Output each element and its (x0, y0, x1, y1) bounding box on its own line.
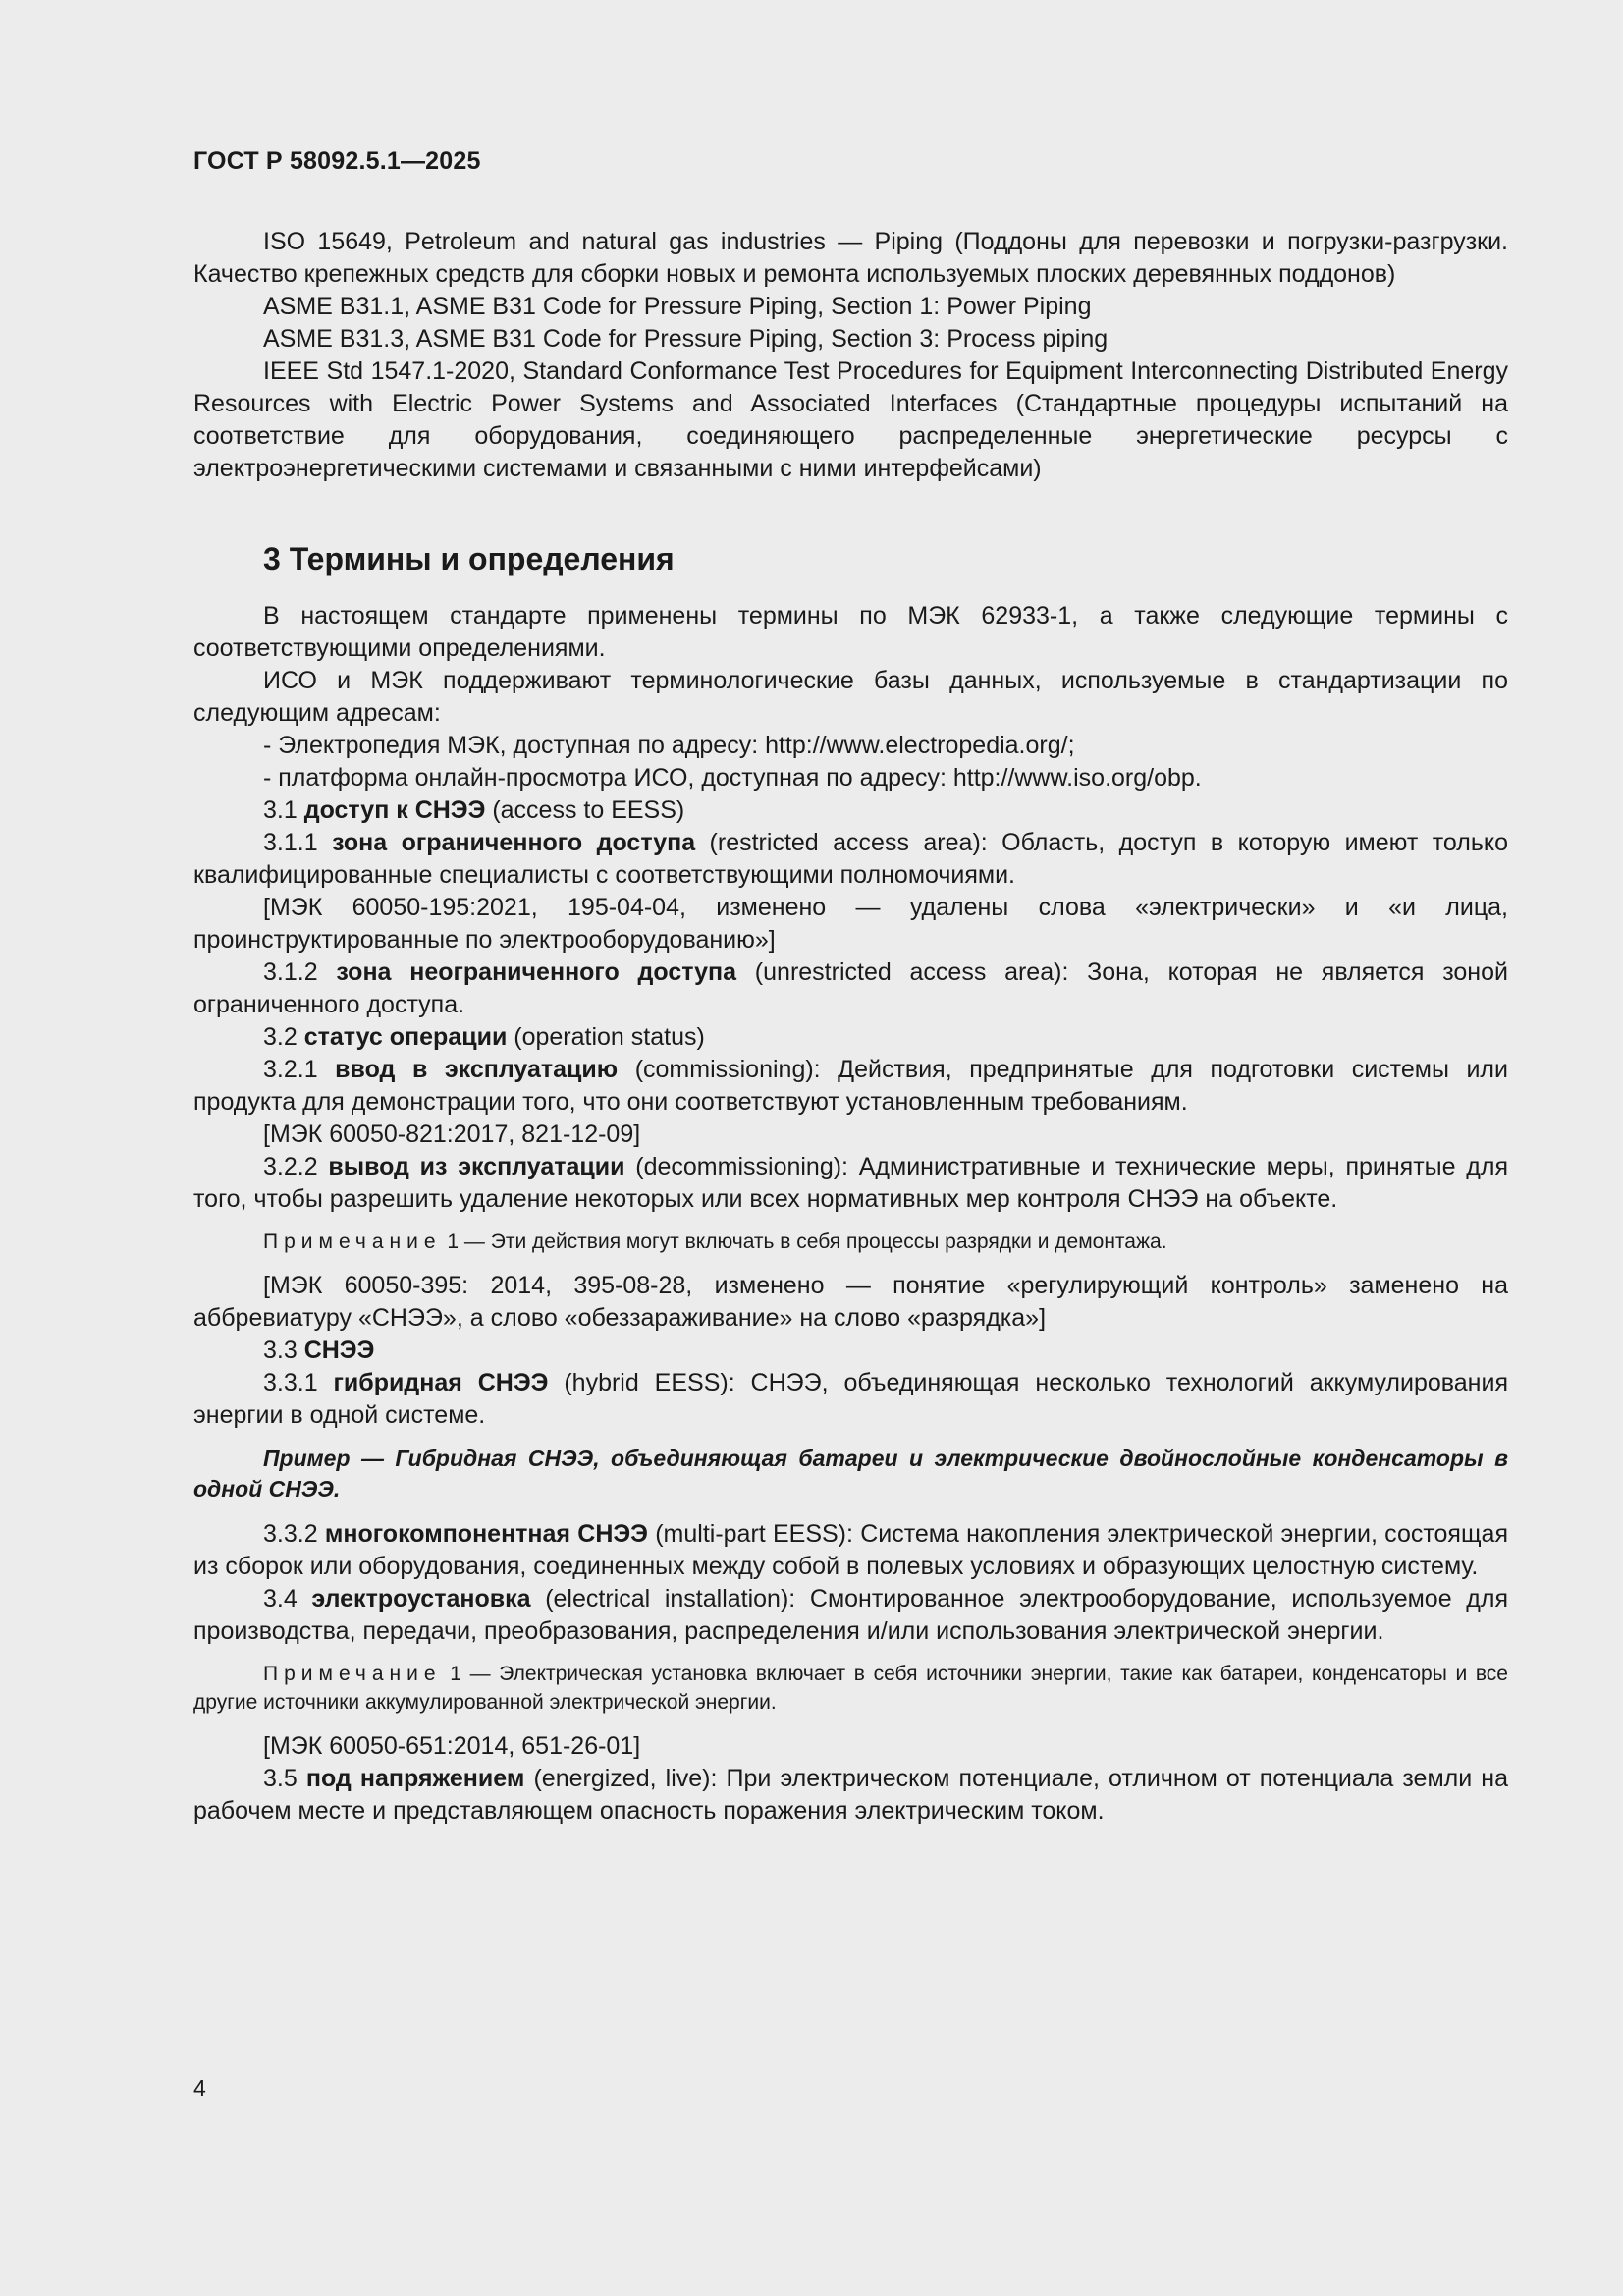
term-3-1-2: 3.1.2 зона неограниченного доступа (unrestricted access area): Зона, которая не является зоной ограниченного доступа. (193, 958, 1508, 1018)
list-item: - платформа онлайн-просмотра ИСО, доступная по адресу: http://www.iso.org/obp. (263, 764, 1202, 792)
page-number: 4 (193, 2075, 206, 2101)
term-3-3: 3.3 СНЭЭ (263, 1337, 375, 1364)
term-3-2-2: 3.2.2 вывод из эксплуатации (decommissioning): Административные и технические меры, принятые для того, чтобы разрешить удаление некоторых или всех нормативных мер контроля СНЭЭ на объекте. (193, 1153, 1508, 1213)
term-3-1-1: 3.1.1 зона ограниченного доступа (restricted access area): Область, доступ в которую имеют только квалифицированные специалисты с соответствующими полномочиями. (193, 829, 1508, 889)
source-reference: [МЭК 60050-651:2014, 651-26-01] (263, 1732, 641, 1760)
term-3-1: 3.1 доступ к СНЭЭ (access to EESS) (263, 796, 685, 824)
term-3-3-2: 3.3.2 многокомпонентная СНЭЭ (multi-part EESS): Система накопления электрической энергии, состоящая из сборок или оборудования, соединенных между собой в полевых условиях и образующих целостную систему. (193, 1520, 1508, 1580)
source-reference: [МЭК 60050-195:2021, 195-04-04, изменено — удалены слова «электрически» и «и лица, проинструктированные по электрооборудованию»] (193, 894, 1508, 954)
note: Примечание 1 — Эти действия могут включать в себя процессы разрядки и демонтажа. (263, 1230, 1167, 1253)
intro-paragraph: ИСО и МЭК поддерживают терминологические базы данных, используемые в стандартизации по следующим адресам: (193, 667, 1508, 727)
source-reference: [МЭК 60050-395: 2014, 395-08-28, изменено — понятие «регулирующий контроль» заменено на аббревиатуру «СНЭЭ», а слово «обеззараживание» на слово «разрядка»] (193, 1272, 1508, 1332)
source-reference: [МЭК 60050-821:2017, 821-12-09] (263, 1121, 641, 1148)
list-item: - Электропедия МЭК, доступная по адресу: http://www.electropedia.org/; (263, 732, 1075, 759)
intro-paragraph: В настоящем стандарте применены термины по МЭК 62933-1, а также следующие термины с соответствующими определениями. (193, 602, 1508, 662)
reference-item: ASME B31.3, ASME B31 Code for Pressure Piping, Section 3: Process piping (263, 325, 1109, 353)
reference-item: IEEE Std 1547.1-2020, Standard Conformance Test Procedures for Equipment Interconnecting Distributed Energy Resources with Electric Power Systems and Associated Interfaces (Стандартные процедуры испытаний на соответствие для оборудования, соединяющего распределенные энергетические ресурсы с электроэнергетическими системами и связанными с ними интерфейсами) (193, 357, 1508, 482)
section-title: 3 Термины и определения (263, 541, 675, 576)
example: Пример — Гибридная СНЭЭ, объединяющая батареи и электрические двойнослойные конденсаторы в одной СНЭЭ. (193, 1446, 1508, 1502)
reference-item: ISO 15649, Petroleum and natural gas industries — Piping (Поддоны для перевозки и погрузки-разгрузки. Качество крепежных средств для сборки новых и ремонта используемых плоских деревянных поддонов) (193, 228, 1508, 288)
reference-item: ASME B31.1, ASME B31 Code for Pressure Piping, Section 1: Power Piping (263, 293, 1092, 320)
term-3-5: 3.5 под напряжением (energized, live): При электрическом потенциале, отличном от потенциала земли на рабочем месте и представляющем опасность поражения электрическим током. (193, 1765, 1509, 1825)
document-header: ГОСТ Р 58092.5.1—2025 (193, 147, 481, 175)
term-3-2: 3.2 статус операции (operation status) (263, 1023, 705, 1051)
term-3-3-1: 3.3.1 гибридная СНЭЭ (hybrid EESS): СНЭЭ, объединяющая несколько технологий аккумулирования энергии в одной системе. (193, 1369, 1508, 1429)
term-3-4: 3.4 электроустановка (electrical installation): Смонтированное электрооборудование, используемое для производства, передачи, преобразования, распределения и/или использования электрической энергии. (193, 1585, 1508, 1645)
note: Примечание 1 — Электрическая установка включает в себя источники энергии, такие как батареи, конденсаторы и все другие источники аккумулированной электрической энергии. (193, 1663, 1508, 1714)
term-3-2-1: 3.2.1 ввод в эксплуатацию (commissioning): Действия, предпринятые для подготовки системы или продукта для демонстрации того, что они соответствуют установленным требованиям. (193, 1056, 1508, 1116)
document-body (193, 226, 1508, 1828)
